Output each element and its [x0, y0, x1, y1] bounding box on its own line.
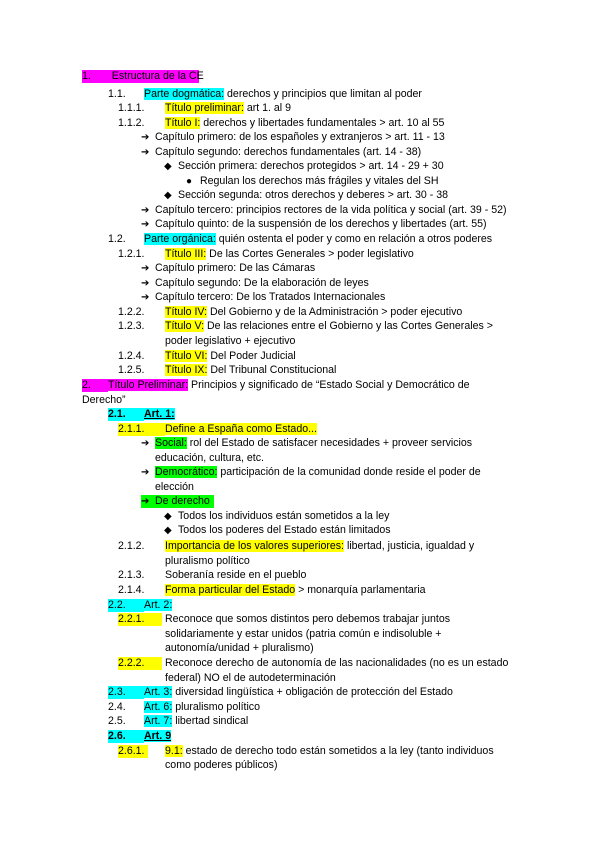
item-number: 1.1.2. — [118, 117, 145, 129]
item-text: quién ostenta el poder y como en relación a otros poderes — [215, 233, 493, 245]
item-label: Título I: — [165, 117, 201, 129]
item-label: Título IV: — [165, 306, 207, 318]
item-label: Título VI: — [165, 350, 208, 362]
item-text: libertad, justicia, igualdad y — [344, 540, 475, 552]
item-text: Sección segunda: otros derechos y deberes > art. 30 - 38 — [178, 189, 449, 201]
outline-bullet-item — [141, 466, 481, 479]
item-label: Art. 7: — [144, 715, 173, 727]
outline-item — [82, 379, 470, 392]
item-label: Título V: — [165, 320, 205, 332]
item-number: 2.1. — [108, 408, 144, 421]
item-label: Estructura de la CE — [111, 70, 204, 82]
item-number: 2. — [82, 379, 108, 392]
outline-bullet-item — [141, 291, 385, 304]
item-number: 2.3. — [108, 686, 144, 699]
item-label: Título IX: — [165, 364, 208, 376]
item-text: art 1. al 9 — [243, 102, 291, 114]
item-label: Forma particular del Estado — [165, 584, 296, 596]
arrow-bullet-icon: ➔ — [141, 132, 150, 143]
outline-bullet-item — [141, 437, 472, 450]
arrow-bullet-icon: ➔ — [141, 147, 150, 158]
item-number: 2.1.2. — [118, 540, 145, 552]
item-text: Del Tribunal Constitucional — [207, 364, 337, 376]
outline-item-continuation: educación, cultura, etc. — [155, 452, 264, 464]
item-label: Art. 9 — [144, 730, 172, 742]
item-number: 1.2.5. — [118, 364, 145, 376]
item-text: Sección primera: derechos protegidos > art. 14 - 29 + 30 — [178, 160, 444, 172]
outline-bullet-item — [141, 277, 369, 290]
item-text: Reconoce derecho de autonomía de las nacionalidades (no es un estado — [165, 657, 509, 669]
item-text: Capítulo tercero: principios rectores de la vida política y social (art. 39 - 52) — [155, 204, 507, 216]
item-label: 9.1: — [165, 745, 183, 757]
item-label: Parte orgánica: — [144, 233, 216, 245]
diamond-bullet-icon: ◆ — [164, 190, 172, 201]
item-number: 2.6.1. — [118, 745, 148, 758]
outline-item — [108, 686, 453, 699]
item-label: Importancia de los valores superiores: — [165, 540, 345, 552]
arrow-bullet-icon: ➔ — [141, 205, 150, 216]
outline-item — [108, 730, 171, 743]
outline-bullet-item — [141, 495, 214, 508]
arrow-bullet-icon: ➔ — [141, 263, 150, 274]
outline-bullet-item — [164, 524, 391, 537]
outline-bullet-item — [141, 146, 421, 159]
item-number: 2.4. — [108, 701, 126, 713]
item-text: Capítulo segundo: derechos fundamentales (art. 14 - 38) — [155, 146, 422, 158]
item-text: Reconoce que somos distintos pero debemos trabajar juntos — [165, 613, 451, 625]
diamond-bullet-icon: ◆ — [164, 161, 172, 172]
item-text: Soberanía reside en el pueblo — [165, 569, 307, 581]
item-number: 2.6. — [108, 730, 144, 743]
item-label: De derecho — [155, 495, 210, 507]
outline-bullet-item — [164, 160, 444, 173]
outline-item — [108, 599, 172, 612]
diamond-bullet-icon: ◆ — [164, 525, 172, 536]
item-label: Título III: — [165, 248, 207, 260]
outline-item-continuation: como poderes públicos) — [165, 759, 278, 771]
item-label: Art. 6: — [144, 701, 173, 713]
item-number: 1.1. — [108, 88, 126, 100]
item-label: Título preliminar: — [165, 102, 244, 114]
outline-item-continuation: solidariamente y estar unidos (patria común e indisoluble + — [165, 628, 442, 640]
item-number: 2.1.1. — [118, 423, 165, 436]
outline-bullet-item — [164, 510, 389, 523]
outline-item — [82, 70, 204, 83]
item-text: > monarquía parlamentaria — [295, 584, 426, 596]
item-text: libertad sindical — [172, 715, 249, 727]
item-number: 1.2.3. — [118, 320, 145, 332]
item-label: Social: — [155, 437, 187, 449]
diamond-bullet-icon: ◆ — [164, 511, 172, 522]
outline-item-continuation: pluralismo político — [165, 555, 250, 567]
arrow-bullet-icon: ➔ — [141, 219, 150, 230]
arrow-bullet-icon: ➔ — [141, 292, 150, 303]
item-label: Art. 1: — [144, 408, 175, 420]
arrow-bullet-icon: ➔ — [141, 467, 150, 478]
item-number: 1.2. — [108, 233, 126, 245]
item-number: 2.5. — [108, 715, 126, 727]
item-text: participación de la comunidad donde reside el poder de — [217, 466, 481, 478]
item-label: Título Preliminar: — [108, 379, 189, 391]
item-text: Del Poder Judicial — [207, 350, 296, 362]
outline-item-continuation: autonomía/unidad + pluralismo) — [165, 642, 314, 654]
outline-bullet-item — [141, 204, 507, 217]
item-number: 2.2. — [108, 599, 144, 612]
item-number: 2.2.1. — [118, 613, 162, 626]
item-text: Principios y significado de “Estado Social y Democrático de — [188, 379, 470, 391]
outline-bullet-item — [186, 175, 438, 188]
outline-item-continuation: Derecho” — [82, 394, 126, 406]
item-number: 2.1.4. — [118, 584, 145, 596]
item-label: Art. 3: — [144, 686, 173, 698]
arrow-bullet-icon: ➔ — [141, 438, 150, 449]
outline-item — [108, 408, 175, 421]
item-text: De las Cortes Generales > poder legislativo — [206, 248, 414, 260]
outline-item-continuation: elección — [155, 481, 194, 493]
outline-item — [108, 701, 260, 714]
item-label: Democrático: — [155, 466, 218, 478]
arrow-bullet-icon: ➔ — [141, 496, 150, 507]
item-number: 1. — [82, 70, 91, 82]
item-text: pluralismo político — [172, 701, 260, 713]
item-text: derechos y libertades fundamentales > art. 10 al 55 — [200, 117, 445, 129]
item-text: rol del Estado de satisfacer necesidades + proveer servicios — [186, 437, 473, 449]
item-text: Todos los individuos están sometidos a la ley — [178, 510, 390, 522]
item-text: Capítulo tercero: De los Tratados Internacionales — [155, 291, 386, 303]
outline-bullet-item — [164, 189, 448, 202]
item-text: Capítulo primero: De las Cámaras — [155, 262, 316, 274]
item-text: Del Gobierno y de la Administración > poder ejecutivo — [207, 306, 463, 318]
item-text: Todos los poderes del Estado están limitados — [178, 524, 391, 536]
outline-item — [108, 715, 248, 728]
item-text: diversidad lingüística + obligación de protección del Estado — [172, 686, 453, 698]
item-text: Capítulo quinto: de la suspensión de los derechos y libertades (art. 55) — [155, 218, 487, 230]
item-text: Capítulo segundo: De la elaboración de leyes — [155, 277, 369, 289]
item-label: Define a España como Estado... — [165, 423, 317, 435]
outline-bullet-item — [141, 262, 315, 275]
dot-bullet-icon: ● — [186, 176, 193, 187]
outline-bullet-item — [141, 131, 445, 144]
item-text: estado de derecho todo están sometidos a la ley (tanto individuos — [182, 745, 494, 757]
arrow-bullet-icon: ➔ — [141, 278, 150, 289]
item-number: 2.1.3. — [118, 569, 145, 581]
item-number: 1.1.1. — [118, 102, 145, 114]
item-number: 1.2.2. — [118, 306, 145, 318]
item-text: derechos y principios que limitan al poder — [224, 88, 422, 100]
item-text: De las relaciones entre el Gobierno y las Cortes Generales > — [204, 320, 493, 332]
outline-item-continuation: poder legislativo + ejecutivo — [165, 335, 296, 347]
outline-item — [118, 423, 317, 436]
item-number: 1.2.1. — [118, 248, 145, 260]
item-label: Parte dogmática: — [144, 88, 225, 100]
item-text: Capítulo primero: de los españoles y extranjeros > art. 11 - 13 — [155, 131, 445, 143]
item-text: Regulan los derechos más frágiles y vitales del SH — [200, 175, 439, 187]
item-label: Art. 2: — [144, 599, 173, 611]
item-number: 1.2.4. — [118, 350, 145, 362]
item-number: 2.2.2. — [118, 657, 162, 670]
outline-bullet-item — [141, 218, 487, 231]
outline-item-continuation: federal) NO el de autodeterminación — [165, 672, 336, 684]
